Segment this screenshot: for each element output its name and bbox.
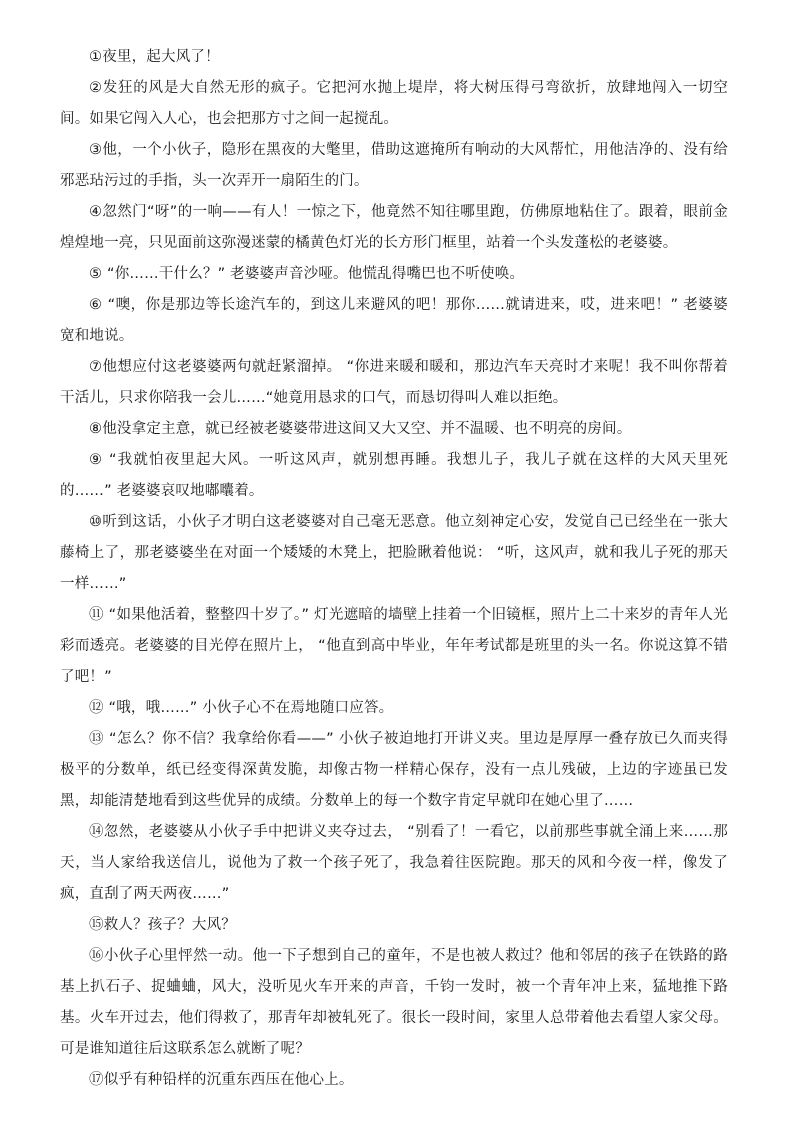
- paragraph-9: ⑨ “我就怕夜里起大风。一听这风声，就别想再睡。我想儿子，我儿子就在这样的大风天里死的……” 老婆婆哀叹地嘟囔着。: [60, 452, 728, 499]
- paragraph-16: ⑯小伙子心里怦然一动。他一下子想到自己的童年，不是也被人救过？他和邻居的孩子在铁路的路基上扒石子、捉蛐蛐，风大，没听见火车开来的声音，千钧一发时，被一个青年冲上来，猛地推下路基。火车开过去，他们得救了，那青年却被轧死了。很长一段时间，家里人总带着他去看望人家父母。可是谁知道往后这联系怎么就断了呢？: [60, 948, 728, 1057]
- paragraph-6: ⑥ “噢，你是那边等长途汽车的，到这儿来避风的吧！那你……就请进来，哎，进来吧！” 老婆婆宽和地说。: [60, 297, 728, 344]
- paragraph-5: ⑤ “你……干什么？” 老婆婆声音沙哑。他慌乱得嘴巴也不听使唤。: [89, 266, 525, 282]
- paragraph-4: ④忽然门“呀”的一响——有人！一惊之下，他竟然不知往哪里跑，仿佛原地粘住了。跟着，眼前金煌煌地一亮，只见面前这弥漫迷蒙的橘黄色灯光的长方形门框里，站着一个头发蓬松的老婆婆。: [60, 204, 728, 251]
- paragraph-10: ⑩听到这话，小伙子才明白这老婆婆对自己毫无恶意。他立刻神定心安，发觉自己已经坐在一张大藤椅上了，那老婆婆坐在对面一个矮矮的木凳上，把脸瞅着他说： “听，这风声，就和我儿子死的那天一样……”: [60, 514, 728, 592]
- paragraph-2: ②发狂的风是大自然无形的疯子。它把河水抛上堤岸，将大树压得弓弯欲折，放肆地闯入一切空间。如果它闯入人心，也会把那方寸之间一起搅乱。: [60, 80, 728, 127]
- paragraph-1: ①夜里，起大风了！: [89, 49, 220, 65]
- paragraph-13: ⑬ “怎么？你不信？我拿给你看——” 小伙子被迫地打开讲义夹。里边是厚厚一叠存放已久而夹得极平的分数单，纸已经变得深黄发脆，却像古物一样精心保存，没有一点儿残破，上边的字迹虽已发黑，却能清楚地看到这些优异的成绩。分数单上的每一个数字肯定早就印在她心里了……: [60, 731, 728, 809]
- paragraph-12: ⑫ “哦，哦……” 小伙子心不在焉地随口应答。: [89, 700, 394, 716]
- paragraph-7: ⑦他想应付这老婆婆两句就赶紧溜掉。 “你进来暖和暖和，那边汽车天亮时才来呢！我不叫你帮着干活儿，只求你陪我一会儿……“她竟用恳求的口气，而恳切得叫人难以拒绝。: [60, 359, 728, 406]
- paragraph-8: ⑧他没拿定主意，就已经被老婆婆带进这间又大又空、并不温暖、也不明亮的房间。: [89, 421, 632, 437]
- paragraph-17: ⑰似乎有种铅样的沉重东西压在他心上。: [89, 1072, 354, 1088]
- paragraph-3: ③他，一个小伙子，隐形在黑夜的大氅里，借助这遮掩所有响动的大风帮忙，用他洁净的、没有给邪恶玷污过的手指，头一次弄开一扇陌生的门。: [60, 142, 728, 189]
- paragraph-14: ⑭忽然，老婆婆从小伙子手中把讲义夹夺过去， “别看了！一看它，以前那些事就全涌上来……那天，当人家给我送信儿，说他为了救一个孩子死了，我急着往医院跑。那天的风和今夜一样，像发了疯，直刮了两天两夜……”: [60, 824, 728, 902]
- paragraph-11: ⑪ “如果他活着，整整四十岁了。” 灯光遮暗的墙壁上挂着一个旧镜框，照片上二十来岁的青年人光彩而透亮。老婆婆的目光停在照片上， “他直到高中毕业，年年考试都是班里的头一名。你说这算不错了吧！”: [60, 607, 728, 685]
- paragraph-15: ⑮救人？孩子？大风？: [89, 917, 236, 933]
